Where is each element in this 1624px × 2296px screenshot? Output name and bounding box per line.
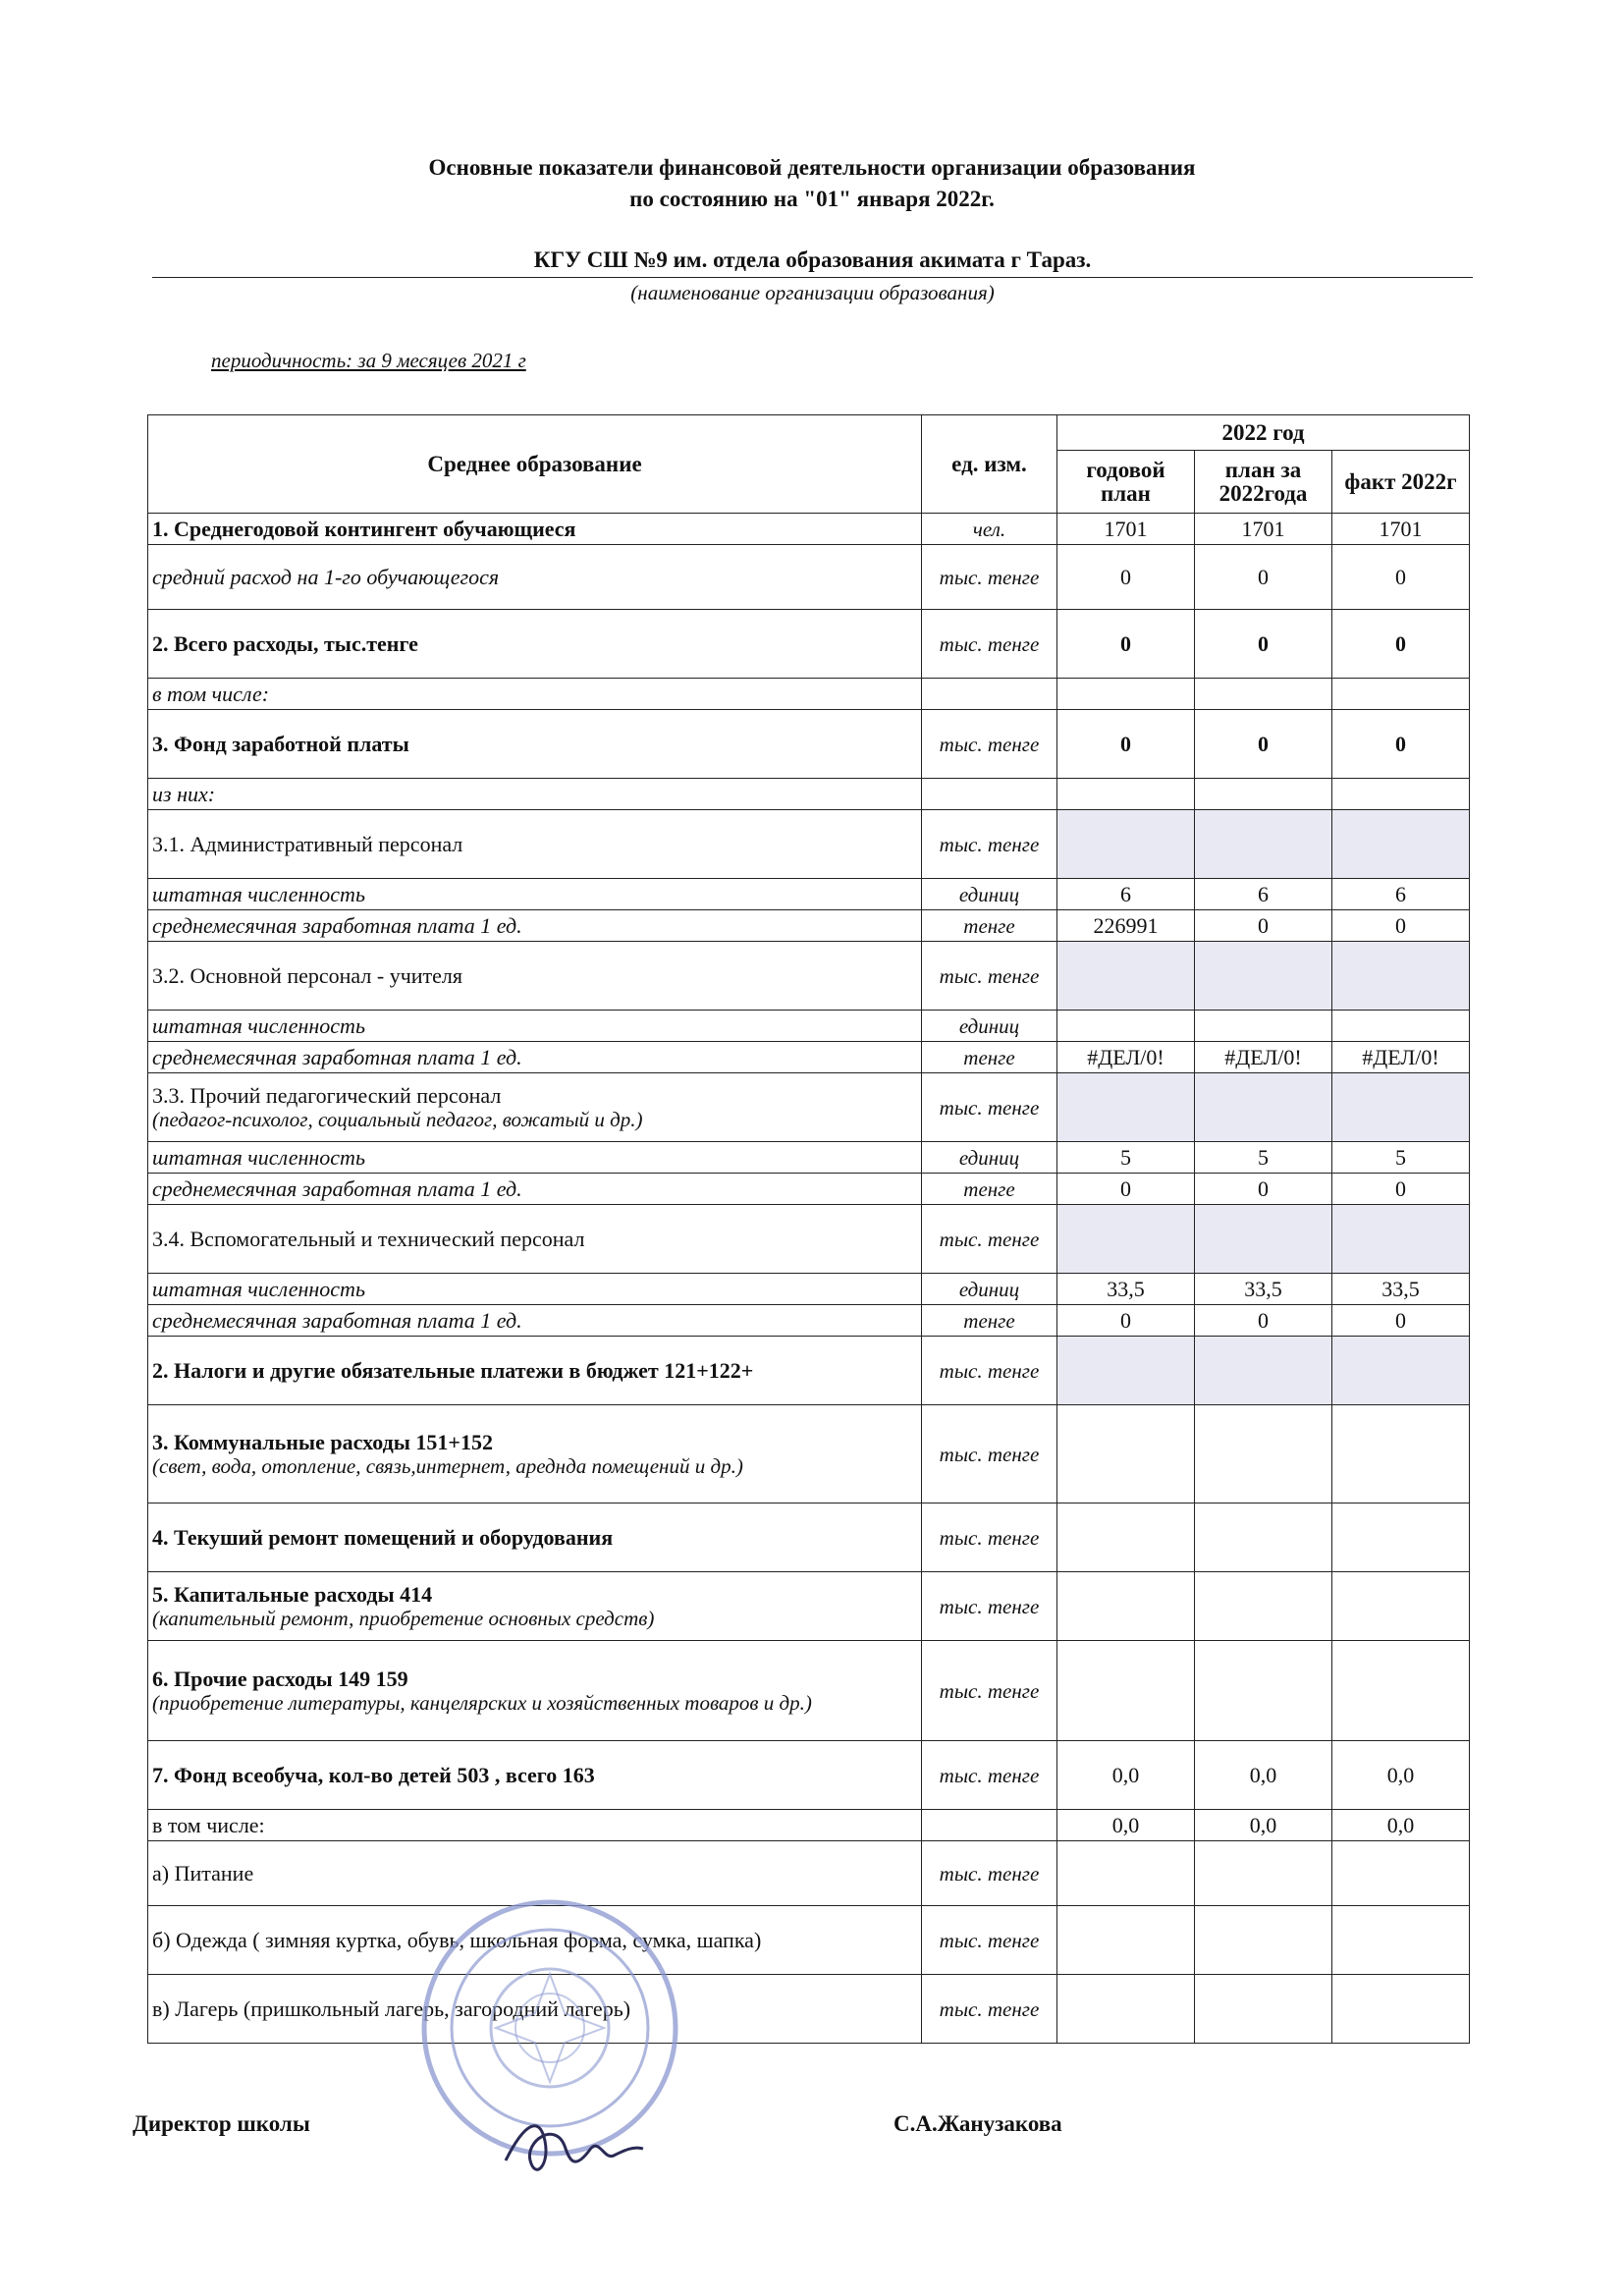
plan-2022-value: 33,5 xyxy=(1195,1274,1332,1305)
row-note: (педагог-психолог, социальный педагог, вожатый и др.) xyxy=(152,1107,643,1131)
table-row xyxy=(148,545,1470,610)
annual-plan-value xyxy=(1057,1073,1195,1142)
row-label: средний расход на 1-го обучающегося xyxy=(152,564,500,589)
fact-2022-value xyxy=(1332,1337,1470,1405)
document-title xyxy=(0,152,1624,215)
row-unit: тенге xyxy=(922,1042,1057,1073)
row-label: 3.1. Административный персонал xyxy=(152,831,463,856)
row-label: штатная численность xyxy=(152,1144,365,1170)
row-label: 3. Фонд заработной платы xyxy=(152,731,409,756)
table-row xyxy=(148,1305,1470,1337)
table-row xyxy=(148,710,1470,779)
row-label: штатная численность xyxy=(152,1276,365,1301)
plan-2022-value xyxy=(1195,942,1332,1011)
plan-2022-value xyxy=(1195,779,1332,810)
table-row xyxy=(148,1011,1470,1042)
plan-2022-value: 0 xyxy=(1195,545,1332,610)
header-fact-2022: факт 2022г xyxy=(1332,451,1470,514)
plan-2022-value xyxy=(1195,1205,1332,1274)
row-label-cell xyxy=(148,1205,922,1274)
row-unit: тыс. тенге xyxy=(922,942,1057,1011)
plan-2022-value: 6 xyxy=(1195,879,1332,910)
table-row xyxy=(148,610,1470,679)
row-label-cell xyxy=(148,879,922,910)
row-label-cell xyxy=(148,1174,922,1205)
row-label: штатная численность xyxy=(152,1012,365,1038)
title-line-1: Основные показатели финансовой деятельности организации образования xyxy=(428,155,1196,180)
annual-plan-value: 0 xyxy=(1057,1174,1195,1205)
row-label: 7. Фонд всеобуча, кол-во детей 503 , всего 163 xyxy=(152,1762,595,1787)
fact-2022-value: 0,0 xyxy=(1332,1741,1470,1810)
row-label-cell xyxy=(148,610,922,679)
row-label-cell xyxy=(148,1741,922,1810)
table-row xyxy=(148,1572,1470,1641)
plan-2022-value xyxy=(1195,1073,1332,1142)
annual-plan-value xyxy=(1057,1503,1195,1572)
fact-2022-value xyxy=(1332,1572,1470,1641)
organization-caption: (наименование организации образования) xyxy=(630,281,995,304)
table-row xyxy=(148,1503,1470,1572)
row-unit: единиц xyxy=(922,1274,1057,1305)
row-note: (свет, вода, отопление, связь,интернет, аредндa помещений и др.) xyxy=(152,1453,743,1478)
row-unit: тенге xyxy=(922,910,1057,942)
row-label: среднемесячная заработная плата 1 ед. xyxy=(152,1044,522,1069)
row-unit: единиц xyxy=(922,1011,1057,1042)
fact-2022-value xyxy=(1332,810,1470,879)
row-label-cell xyxy=(148,1305,922,1337)
row-label: штатная численность xyxy=(152,881,365,906)
annual-plan-value xyxy=(1057,1975,1195,2044)
table-row xyxy=(148,1073,1470,1142)
row-unit: единиц xyxy=(922,879,1057,910)
table-row xyxy=(148,1405,1470,1503)
header-section: Среднее образование xyxy=(148,415,922,514)
plan-2022-value xyxy=(1195,1975,1332,2044)
table-row xyxy=(148,1641,1470,1741)
annual-plan-value: 0 xyxy=(1057,710,1195,779)
row-note: (приобретение литературы, канцелярских и хозяйственных товаров и др.) xyxy=(152,1690,812,1715)
row-label: 4. Текуший ремонт помещений и оборудования xyxy=(152,1524,614,1550)
row-unit: тыс. тенге xyxy=(922,1641,1057,1741)
row-label: 3. Коммунальные расходы 151+152 xyxy=(152,1429,493,1454)
fact-2022-value xyxy=(1332,779,1470,810)
table-row xyxy=(148,1810,1470,1841)
table-row xyxy=(148,1205,1470,1274)
row-label: 3.3. Прочий педагогический персонал xyxy=(152,1082,502,1108)
row-label-cell xyxy=(148,1274,922,1305)
annual-plan-value: 1701 xyxy=(1057,514,1195,545)
table-row xyxy=(148,1174,1470,1205)
row-unit: тыс. тенге xyxy=(922,810,1057,879)
row-label-cell xyxy=(148,679,922,710)
plan-2022-value: 0 xyxy=(1195,710,1332,779)
row-label-cell xyxy=(148,710,922,779)
fact-2022-value xyxy=(1332,1641,1470,1741)
row-unit: тыс. тенге xyxy=(922,1503,1057,1572)
fact-2022-value: 0 xyxy=(1332,610,1470,679)
annual-plan-value: 6 xyxy=(1057,879,1195,910)
annual-plan-value: 0 xyxy=(1057,545,1195,610)
plan-2022-value: 0,0 xyxy=(1195,1741,1332,1810)
director-signature xyxy=(496,2102,653,2190)
row-label: среднемесячная заработная плата 1 ед. xyxy=(152,912,522,938)
fact-2022-value xyxy=(1332,1503,1470,1572)
row-label-cell xyxy=(148,514,922,545)
row-label: 1. Среднегодовой контингент обучающиеся xyxy=(152,516,576,541)
title-line-2: по состоянию на "01" января 2022г. xyxy=(629,187,995,211)
annual-plan-value: 33,5 xyxy=(1057,1274,1195,1305)
row-unit: тыс. тенге xyxy=(922,1073,1057,1142)
fact-2022-value xyxy=(1332,1205,1470,1274)
table-row xyxy=(148,1337,1470,1405)
plan-2022-value xyxy=(1195,1405,1332,1503)
footer-signatory-name: С.А.Жанузакова xyxy=(893,2111,1062,2136)
annual-plan-value xyxy=(1057,1205,1195,1274)
table-row xyxy=(148,1906,1470,1975)
row-unit xyxy=(922,779,1057,810)
annual-plan-value xyxy=(1057,679,1195,710)
annual-plan-value xyxy=(1057,810,1195,879)
row-label: в том числе: xyxy=(152,1812,265,1837)
row-label-cell xyxy=(148,1503,922,1572)
row-label-cell xyxy=(148,1641,922,1741)
table-row xyxy=(148,779,1470,810)
table-row xyxy=(148,1841,1470,1906)
fact-2022-value xyxy=(1332,1405,1470,1503)
row-label-cell xyxy=(148,1810,922,1841)
fact-2022-value xyxy=(1332,1011,1470,1042)
table-row xyxy=(148,942,1470,1011)
row-label-cell xyxy=(148,810,922,879)
plan-2022-value: 5 xyxy=(1195,1142,1332,1174)
fact-2022-value xyxy=(1332,1975,1470,2044)
table-row xyxy=(148,810,1470,879)
table-row xyxy=(148,1975,1470,2044)
financial-indicators-table xyxy=(147,414,1470,2044)
fact-2022-value: 6 xyxy=(1332,879,1470,910)
table-row xyxy=(148,1142,1470,1174)
row-unit: тыс. тенге xyxy=(922,1841,1057,1906)
row-label: 3.4. Вспомогательный и технический персонал xyxy=(152,1226,585,1251)
annual-plan-value: 0 xyxy=(1057,1305,1195,1337)
annual-plan-value: 0 xyxy=(1057,610,1195,679)
header-year: 2022 год xyxy=(1057,415,1470,451)
row-label: а) Питание xyxy=(152,1860,254,1886)
plan-2022-value xyxy=(1195,1906,1332,1975)
row-label-cell xyxy=(148,910,922,942)
plan-2022-value xyxy=(1195,1641,1332,1741)
row-unit: тыс. тенге xyxy=(922,1405,1057,1503)
annual-plan-value xyxy=(1057,1641,1195,1741)
fact-2022-value xyxy=(1332,1906,1470,1975)
organization-block xyxy=(152,246,1473,305)
row-label: в том числе: xyxy=(152,681,270,706)
annual-plan-value: 0,0 xyxy=(1057,1810,1195,1841)
plan-2022-value xyxy=(1195,679,1332,710)
fact-2022-value: 0 xyxy=(1332,910,1470,942)
plan-2022-value xyxy=(1195,1841,1332,1906)
annual-plan-value xyxy=(1057,1337,1195,1405)
row-label: 6. Прочие расходы 149 159 xyxy=(152,1666,408,1691)
plan-2022-value xyxy=(1195,1337,1332,1405)
fact-2022-value xyxy=(1332,1073,1470,1142)
table-row xyxy=(148,679,1470,710)
plan-2022-value: #ДЕЛ/0! xyxy=(1195,1042,1332,1073)
row-unit: тыс. тенге xyxy=(922,610,1057,679)
table-row xyxy=(148,514,1470,545)
row-label-cell xyxy=(148,1405,922,1503)
annual-plan-value xyxy=(1057,1572,1195,1641)
plan-2022-value: 0,0 xyxy=(1195,1810,1332,1841)
footer-position: Директор школы xyxy=(133,2111,310,2136)
fact-2022-value xyxy=(1332,942,1470,1011)
row-label-cell xyxy=(148,1042,922,1073)
row-label-cell xyxy=(148,1337,922,1405)
row-label-cell xyxy=(148,1572,922,1641)
row-unit: тыс. тенге xyxy=(922,545,1057,610)
row-label: 2. Всего расходы, тыс.тенге xyxy=(152,630,418,656)
row-label: среднемесячная заработная плата 1 ед. xyxy=(152,1307,522,1333)
table-row xyxy=(148,910,1470,942)
row-unit: единиц xyxy=(922,1142,1057,1174)
row-label-cell xyxy=(148,1011,922,1042)
fact-2022-value: 0 xyxy=(1332,1305,1470,1337)
row-unit: тыс. тенге xyxy=(922,1741,1057,1810)
fact-2022-value: 0 xyxy=(1332,710,1470,779)
fact-2022-value: 0,0 xyxy=(1332,1810,1470,1841)
annual-plan-value: 5 xyxy=(1057,1142,1195,1174)
row-label-cell xyxy=(148,942,922,1011)
row-unit: тыс. тенге xyxy=(922,1205,1057,1274)
header-annual-plan: годовой план xyxy=(1057,451,1195,514)
annual-plan-value xyxy=(1057,779,1195,810)
plan-2022-value: 0 xyxy=(1195,1305,1332,1337)
row-unit: тыс. тенге xyxy=(922,1906,1057,1975)
row-label: 3.2. Основной персонал - учителя xyxy=(152,962,463,988)
fact-2022-value: 0 xyxy=(1332,545,1470,610)
table-row xyxy=(148,879,1470,910)
annual-plan-value: 226991 xyxy=(1057,910,1195,942)
fact-2022-value: #ДЕЛ/0! xyxy=(1332,1042,1470,1073)
row-label-cell xyxy=(148,779,922,810)
row-label: среднемесячная заработная плата 1 ед. xyxy=(152,1175,522,1201)
row-unit: тенге xyxy=(922,1305,1057,1337)
annual-plan-value xyxy=(1057,942,1195,1011)
row-unit xyxy=(922,679,1057,710)
table-row xyxy=(148,1042,1470,1073)
annual-plan-value xyxy=(1057,1011,1195,1042)
table-row xyxy=(148,1741,1470,1810)
row-unit: тыс. тенге xyxy=(922,1572,1057,1641)
plan-2022-value xyxy=(1195,1503,1332,1572)
row-unit: тенге xyxy=(922,1174,1057,1205)
row-label: из них: xyxy=(152,781,216,806)
plan-2022-value xyxy=(1195,810,1332,879)
organization-name: КГУ СШ №9 им. отдела образования акимата г Тараз. xyxy=(152,246,1473,278)
row-label: 2. Налоги и другие обязательные платежи в бюджет 121+122+ xyxy=(152,1357,754,1383)
fact-2022-value: 33,5 xyxy=(1332,1274,1470,1305)
fact-2022-value xyxy=(1332,679,1470,710)
annual-plan-value: #ДЕЛ/0! xyxy=(1057,1042,1195,1073)
row-label-cell xyxy=(148,1073,922,1142)
plan-2022-value: 1701 xyxy=(1195,514,1332,545)
annual-plan-value xyxy=(1057,1906,1195,1975)
row-unit: тыс. тенге xyxy=(922,1337,1057,1405)
plan-2022-value xyxy=(1195,1011,1332,1042)
row-label-cell xyxy=(148,1142,922,1174)
plan-2022-value: 0 xyxy=(1195,610,1332,679)
annual-plan-value xyxy=(1057,1405,1195,1503)
fact-2022-value xyxy=(1332,1841,1470,1906)
plan-2022-value: 0 xyxy=(1195,1174,1332,1205)
row-label: 5. Капитальные расходы 414 xyxy=(152,1581,433,1607)
row-unit: чел. xyxy=(922,514,1057,545)
fact-2022-value: 1701 xyxy=(1332,514,1470,545)
fact-2022-value: 5 xyxy=(1332,1142,1470,1174)
plan-2022-value: 0 xyxy=(1195,910,1332,942)
header-unit: ед. изм. xyxy=(922,415,1057,514)
row-label-cell xyxy=(148,545,922,610)
annual-plan-value xyxy=(1057,1841,1195,1906)
row-note: (капительный ремонт, приобретение основных средств) xyxy=(152,1606,655,1630)
annual-plan-value: 0,0 xyxy=(1057,1741,1195,1810)
header-plan-2022: план за 2022года xyxy=(1195,451,1332,514)
row-unit: тыс. тенге xyxy=(922,1975,1057,2044)
row-label: б) Одежда ( зимняя куртка, обувь, школьная форма, сумка, шапка) xyxy=(152,1927,762,1952)
row-unit xyxy=(922,1810,1057,1841)
row-label: в) Лагерь (пришкольный лагерь, загородний лагерь) xyxy=(152,1995,631,2021)
row-unit: тыс. тенге xyxy=(922,710,1057,779)
table-row xyxy=(148,1274,1470,1305)
fact-2022-value: 0 xyxy=(1332,1174,1470,1205)
plan-2022-value xyxy=(1195,1572,1332,1641)
period-label: периодичность: за 9 месяцев 2021 г xyxy=(211,349,526,372)
